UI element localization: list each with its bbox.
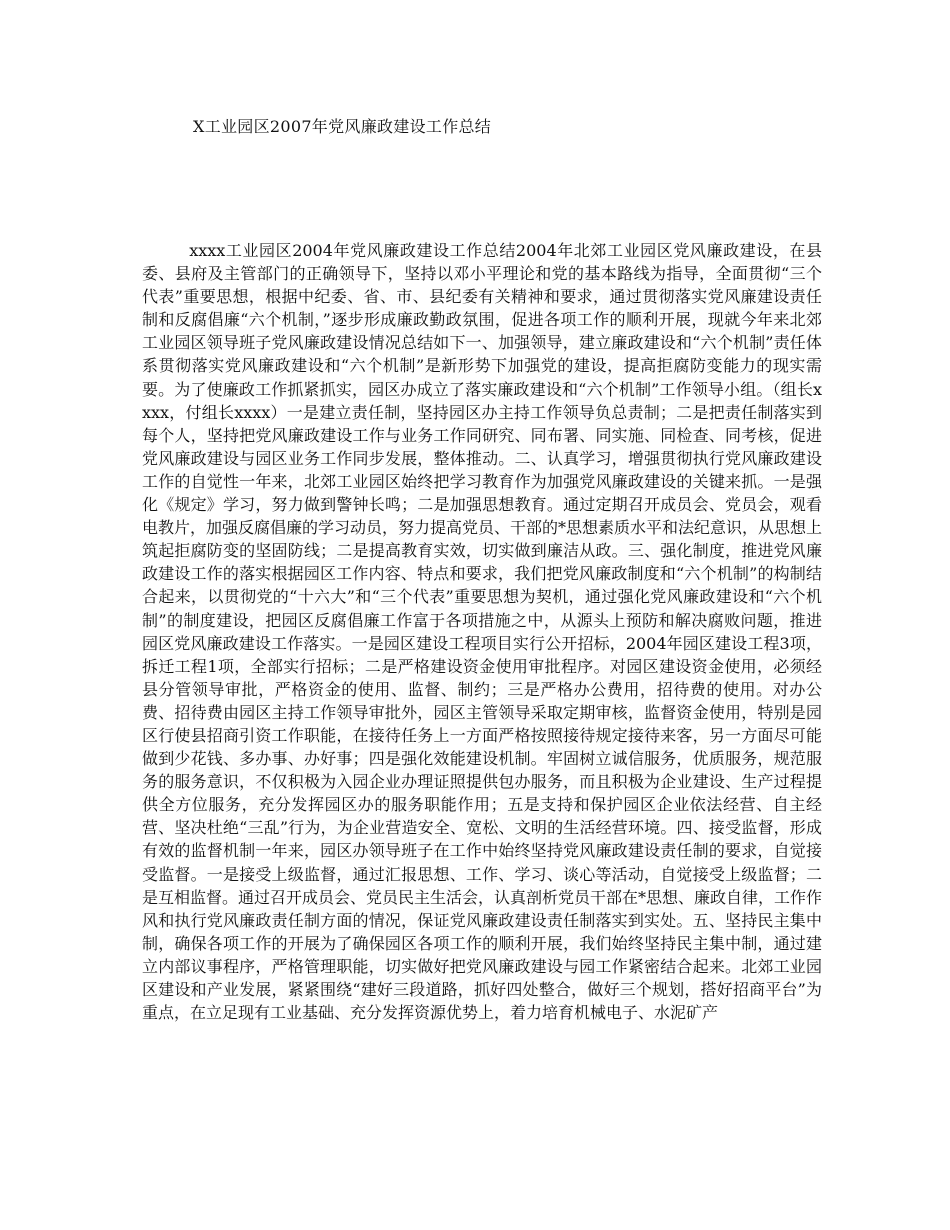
document-title: X工业园区2007年党风廉政建设工作总结: [193, 117, 492, 136]
document-body-paragraph: xxxx工业园区2004年党风廉政建设工作总结2004年北郊工业园区党风廉政建设，在县委、县府及主管部门的正确领导下，坚持以邓小平理论和党的基本路线为指导，全面贯彻“三个代表”重要思想，根据中纪委、省、市、县纪委有关精神和要求，通过贯彻落实党风廉建设责任制和反腐倡廉“六个机制，”逐步形成廉政勤政氛围，促进各项工作的顺利开展，现就今年来北郊工业园区领导班子党风廉政建设情况总结如下一、加强领导，建立廉政建设和“六个机制”责任体系贯彻落实党风廉政建设和“六个机制”是新形势下加强党的建设，提高拒腐防变能力的现实需要。为了使廉政工作抓紧抓实，园区办成立了落实廉政建设和“六个机制”工作领导小组。（组长xxxx，付组长xxxx）一是建立责任制，坚持园区办主持工作领导负总责制；二是把责任制落实到每个人，坚持把党风廉政建设工作与业务工作同研究、同布署、同实施、同检查、同考核，促进党风廉政建设与园区业务工作同步发展，整体推动。二、认真学习，增强贯彻执行党风廉政建设工作的自觉性一年来，北郊工业园区始终把学习教育作为加强党风廉政建设的关键来抓。一是强化《规定》学习，努力做到警钟长鸣；二是加强思想教育。通过定期召开成员会、党员会，观看电教片，加强反腐倡廉的学习动员，努力提高党员、干部的*思想素质水平和法纪意识，从思想上筑起拒腐防变的坚固防线；二是提高教育实效，切实做到廉洁从政。三、强化制度，推进党风廉政建设工作的落实根据园区工作内容、特点和要求，我们把党风廉政制度和“六个机制”的构制结合起来，以贯彻党的“十六大”和“三个代表”重要思想为契机，通过强化党风廉政建设和“六个机制”的制度建设，把园区反腐倡廉工作富于各项措施之中，从源头上预防和解决腐败问题，推进园区党风廉政建设工作落实。一是园区建设工程项目实行公开招标，2004年园区建设工程3项，拆迁工程1项，全部实行招标；二是严格建设资金使用审批程序。对园区建设资金使用，必须经县分管领导审批，严格资金的使用、监督、制约；三是严格办公费用，招待费的使用。对办公费、招待费由园区主持工作领导审批外，园区主管领导采取定期审核，监督资金使用，特别是园区行使县招商引资工作职能，在接待任务上一方面严格按照接待规定接待来客，另一方面尽可能做到少花钱、多办事、办好事；四是强化效能建设机制。牢固树立诚信服务，优质服务，规范服务的服务意识，不仅积极为入园企业办理证照提供包办服务，而且积极为企业建设、生产过程提供全方位服务，充分发挥园区办的服务职能作用；五是支持和保护园区企业依法经营、自主经营、坚决杜绝“三乱”行为，为企业营造安全、宽松、文明的生活经营环境。四、接受监督，形成有效的监督机制一年来，园区办领导班子在工作中始终坚持党风廉政建设责任制的要求，自觉接受监督。一是接受上级监督，通过汇报思想、工作、学习、谈心等活动，自觉接受上级监督；二是互相监督。通过召开成员会、党员民主生活会，认真剖析党员干部在*思想、廉政自律，工作作风和执行党风廉政责任制方面的情况，保证党风廉政建设责任制落实到实处。五、坚持民主集中制，确保各项工作的开展为了确保园区各项工作的顺利开展，我们始终坚持民主集中制，通过建立内部议事程序，严格管理职能，切实做好把党风廉政建设与园工作紧密结合起来。北郊工业园区建设和产业发展，紧紧围绕“建好三段道路，抓好四处整合，做好三个规划，搭好招商平台”为重点，在立足现有工业基础、充分发挥资源优势上，着力培育机械电子、水泥矿产: [142, 241, 823, 1023]
